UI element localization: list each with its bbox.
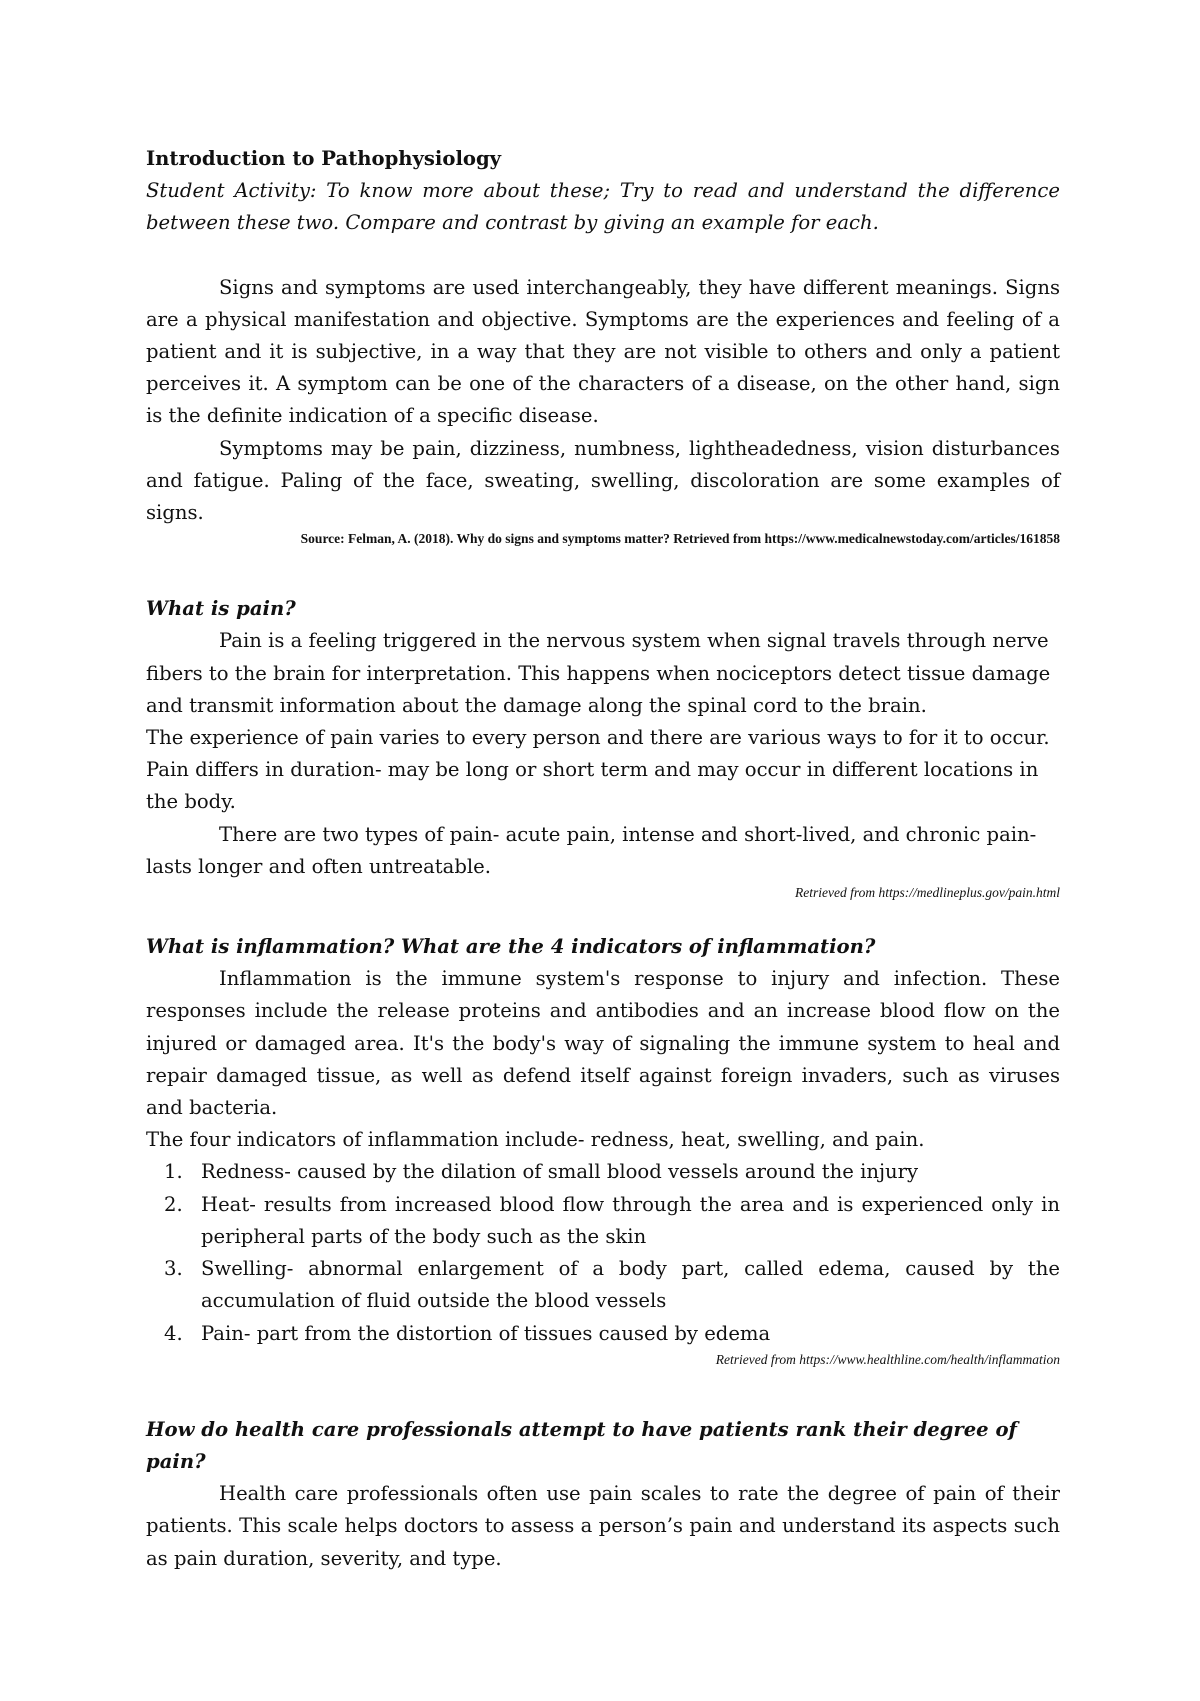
document-title: Introduction to Pathophysiology [146,147,502,170]
signs-source: Source: Felman, A. (2018). Why do signs and symptoms matter? Retrieved from https://www.medicalnewstoday.com/articles/161858 [300,531,1060,547]
inflammation-heading: What is inflammation? What are the 4 indicators of inflammation? [146,935,876,959]
inflammation-indicator-list [146,1156,1060,1349]
list-item: 1. Redness- caused by the dilation of small blood vessels around the injury [164,1160,919,1184]
pain-paragraph-2: The experience of pain varies to every person and there are various ways to for it to occur. Pain differs in duration- may be long or short term and may occur in different locations in the body. [146,726,1050,814]
inflammation-paragraph-2: The four indicators of inflammation include- redness, heat, swelling, and pain. [146,1128,925,1152]
signs-paragraph-1: Signs and symptoms are used interchangeably, they have different meanings. Signs are a physical manifestation and objective. Symptoms are the experiences and feeling of a patient and it is subjective, in a way that they are not visible to others and only a patient perceives it. A symptom can be one of the characters of a disease, on the other hand, sign is the definite indication of a specific disease. [146,275,1060,428]
list-item: 2. Heat- results from increased blood flow through the area and is experienced only in peripheral parts of the body such as the skin [164,1192,1060,1248]
pain-scale-paragraph: Health care professionals often use pain scales to rate the degree of pain of their patients. This scale helps doctors to assess a person’s pain and understand its aspects such as pain duration, severity, and type. [146,1482,1060,1570]
pain-scale-heading: How do health care professionals attempt to have patients rank their degree of pain? [146,1417,1017,1473]
list-item: 3. Swelling- abnormal enlargement of a body part, called edema, caused by the accumulation of fluid outside the blood vessels [164,1257,1060,1313]
document-body [146,143,1060,1575]
student-activity: Student Activity: To know more about these; Try to read and understand the difference between these two. Compare and contrast by giving an example for each. [146,179,1060,235]
pain-source: Retrieved from https://medlineplus.gov/pain.html [795,885,1060,901]
pain-heading: What is pain? [146,597,296,621]
pain-paragraph-3: There are two types of pain- acute pain, intense and short-lived, and chronic pain- lasts longer and often untreatable. [146,822,1037,878]
list-item: 4. Pain- part from the distortion of tissues caused by edema [164,1321,771,1345]
inflammation-paragraph-1: Inflammation is the immune system's response to injury and infection. These responses include the release proteins and antibodies and an increase blood flow on the injured or damaged area. It's the body's way of signaling the immune system to heal and repair damaged tissue, as well as defend itself against foreign invaders, such as viruses and bacteria. [146,967,1060,1120]
signs-paragraph-2: Symptoms may be pain, dizziness, numbness, lightheadedness, vision disturbances and fatigue. Paling of the face, sweating, swelling, discoloration are some examples of signs. [146,436,1060,525]
inflammation-source: Retrieved from https://www.healthline.com/health/inflammation [715,1351,1060,1367]
pain-paragraph-1: Pain is a feeling triggered in the nervous system when signal travels through nerve fibers to the brain for interpretation. This happens when nociceptors detect tissue damage and transmit information about the damage along the spinal cord to the brain. [146,629,1051,717]
